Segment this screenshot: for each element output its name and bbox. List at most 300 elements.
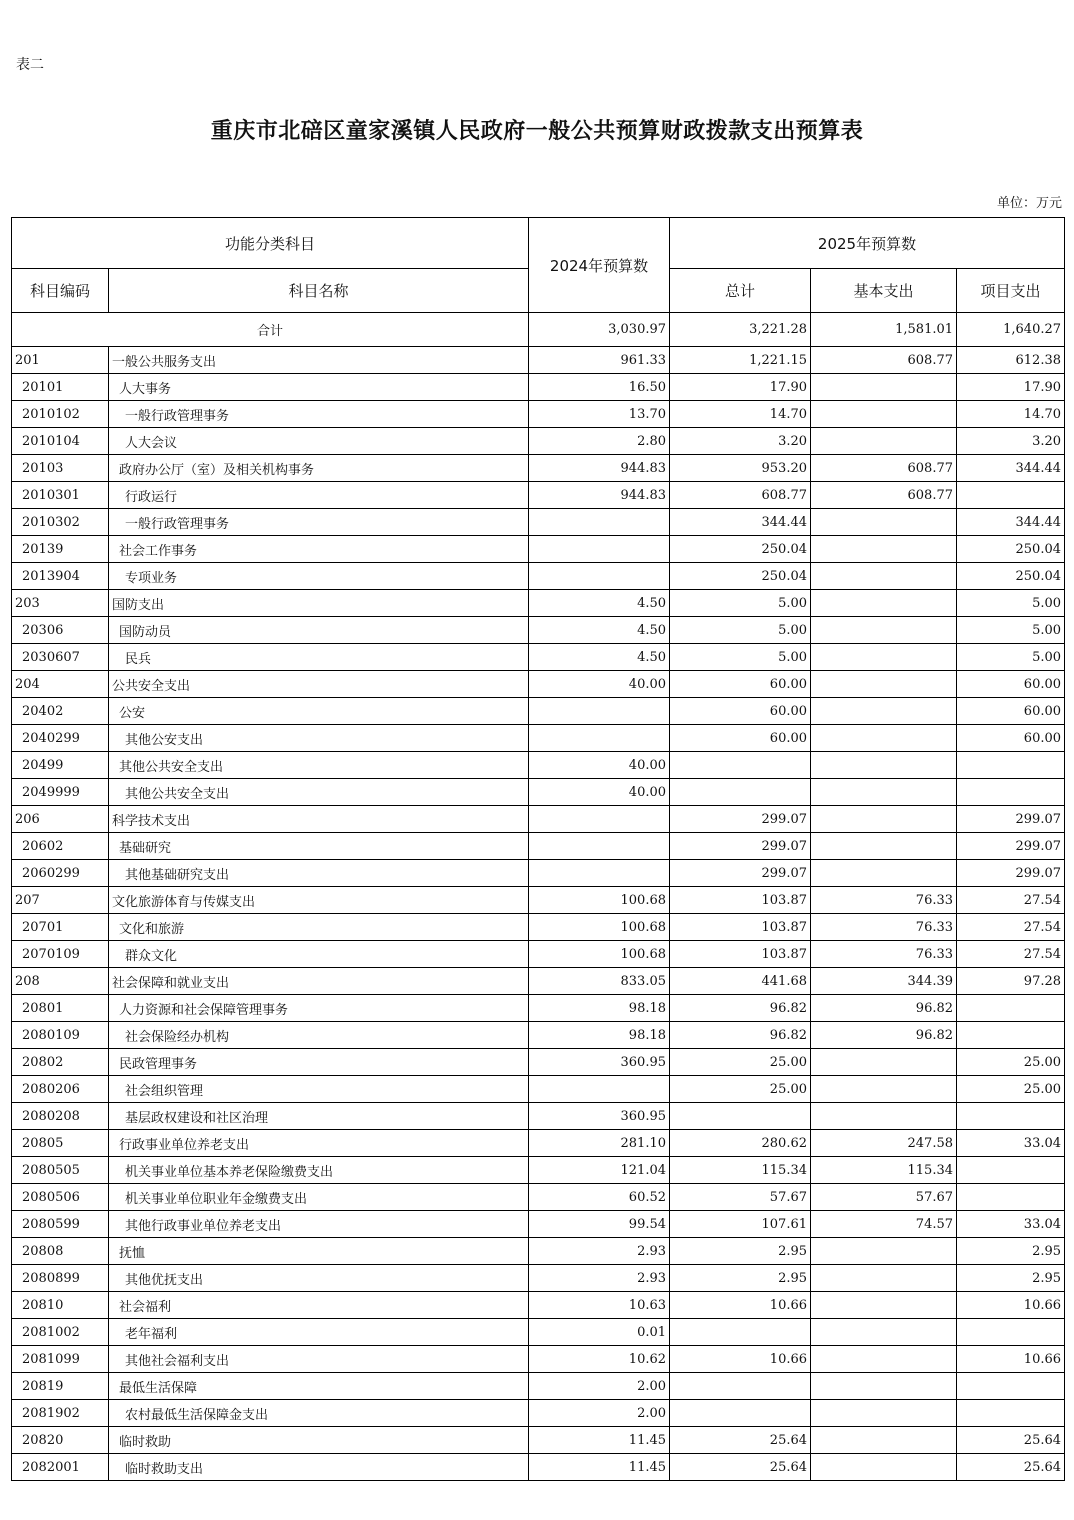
cell-project: 250.04 [957, 536, 1065, 563]
table-row [12, 374, 1065, 401]
cell-name: 国防动员 [109, 617, 529, 644]
cell-code: 20801 [12, 995, 109, 1022]
cell-name: 其他公共安全支出 [109, 779, 529, 806]
cell-name: 其他基础研究支出 [109, 860, 529, 887]
cell-total [670, 779, 811, 806]
cell-code: 2080208 [12, 1103, 109, 1130]
cell-name: 一般公共服务支出 [109, 347, 529, 374]
cell-project: 33.04 [957, 1130, 1065, 1157]
cell-code: 2013904 [12, 563, 109, 590]
cell-basic: 57.67 [811, 1184, 957, 1211]
cell-prev: 99.54 [529, 1211, 670, 1238]
cell-code: 2010302 [12, 509, 109, 536]
cell-total: 103.87 [670, 941, 811, 968]
cell-total: 2.95 [670, 1238, 811, 1265]
cell-basic: 74.57 [811, 1211, 957, 1238]
cell-name: 基层政权建设和社区治理 [109, 1103, 529, 1130]
cell-basic [811, 1373, 957, 1400]
cell-code: 20602 [12, 833, 109, 860]
cell-name: 其他公安支出 [109, 725, 529, 752]
header-curr-budget: 2025年预算数 [670, 218, 1065, 269]
cell-project [957, 1319, 1065, 1346]
cell-project [957, 1157, 1065, 1184]
cell-prev: 360.95 [529, 1049, 670, 1076]
table-body [12, 313, 1065, 1481]
cell-total [670, 1319, 811, 1346]
cell-total: 57.67 [670, 1184, 811, 1211]
cell-basic [811, 1076, 957, 1103]
cell-prev: 360.95 [529, 1103, 670, 1130]
cell-name: 公安 [109, 698, 529, 725]
cell-name: 其他行政事业单位养老支出 [109, 1211, 529, 1238]
cell-name: 社会保险经办机构 [109, 1022, 529, 1049]
cell-prev: 2.00 [529, 1400, 670, 1427]
cell-prev [529, 725, 670, 752]
cell-code: 208 [12, 968, 109, 995]
cell-total: 60.00 [670, 698, 811, 725]
cell-code: 2080505 [12, 1157, 109, 1184]
cell-code: 20810 [12, 1292, 109, 1319]
cell-total: 2.95 [670, 1265, 811, 1292]
cell-basic [811, 1346, 957, 1373]
cell-name: 群众文化 [109, 941, 529, 968]
cell-basic [811, 1454, 957, 1481]
cell-total: 5.00 [670, 590, 811, 617]
cell-name: 基础研究 [109, 833, 529, 860]
cell-project: 2.95 [957, 1238, 1065, 1265]
cell-total: 250.04 [670, 563, 811, 590]
table-row [12, 428, 1065, 455]
cell-name: 临时救助 [109, 1427, 529, 1454]
cell-code: 20820 [12, 1427, 109, 1454]
table-row [12, 644, 1065, 671]
cell-code: 20802 [12, 1049, 109, 1076]
total-label: 合计 [12, 313, 529, 347]
cell-prev: 121.04 [529, 1157, 670, 1184]
cell-basic [811, 374, 957, 401]
cell-prev: 2.93 [529, 1238, 670, 1265]
cell-basic [811, 1400, 957, 1427]
cell-project: 25.64 [957, 1427, 1065, 1454]
table-row [12, 1427, 1065, 1454]
cell-name: 文化旅游体育与传媒支出 [109, 887, 529, 914]
cell-basic: 608.77 [811, 455, 957, 482]
cell-project: 3.20 [957, 428, 1065, 455]
cell-name: 行政运行 [109, 482, 529, 509]
cell-project [957, 752, 1065, 779]
cell-project [957, 1373, 1065, 1400]
table-row [12, 590, 1065, 617]
table-row [12, 725, 1065, 752]
cell-prev: 4.50 [529, 617, 670, 644]
cell-total: 107.61 [670, 1211, 811, 1238]
cell-prev: 11.45 [529, 1454, 670, 1481]
cell-project: 5.00 [957, 644, 1065, 671]
cell-code: 2060299 [12, 860, 109, 887]
table-row [12, 1022, 1065, 1049]
cell-basic [811, 563, 957, 590]
cell-basic [811, 1292, 957, 1319]
cell-basic: 96.82 [811, 995, 957, 1022]
table-row [12, 968, 1065, 995]
cell-project: 60.00 [957, 698, 1065, 725]
cell-project: 10.66 [957, 1346, 1065, 1373]
cell-name: 人大事务 [109, 374, 529, 401]
total-prev: 3,030.97 [529, 313, 670, 347]
cell-code: 20499 [12, 752, 109, 779]
cell-basic [811, 401, 957, 428]
header-code: 科目编码 [12, 269, 109, 313]
cell-total: 953.20 [670, 455, 811, 482]
header-name: 科目名称 [109, 269, 529, 313]
cell-basic [811, 860, 957, 887]
cell-prev: 60.52 [529, 1184, 670, 1211]
cell-name: 老年福利 [109, 1319, 529, 1346]
cell-prev: 100.68 [529, 914, 670, 941]
table-row [12, 995, 1065, 1022]
cell-prev [529, 1076, 670, 1103]
table-row [12, 1400, 1065, 1427]
table-row [12, 1049, 1065, 1076]
header-total: 总计 [670, 269, 811, 313]
cell-prev [529, 563, 670, 590]
cell-name: 文化和旅游 [109, 914, 529, 941]
cell-project: 60.00 [957, 671, 1065, 698]
cell-project: 97.28 [957, 968, 1065, 995]
cell-prev: 100.68 [529, 887, 670, 914]
table-row [12, 860, 1065, 887]
cell-total: 5.00 [670, 617, 811, 644]
cell-total: 441.68 [670, 968, 811, 995]
cell-total: 25.64 [670, 1454, 811, 1481]
cell-total: 103.87 [670, 887, 811, 914]
table-row [12, 455, 1065, 482]
cell-prev: 4.50 [529, 644, 670, 671]
cell-project [957, 482, 1065, 509]
cell-code: 2010301 [12, 482, 109, 509]
cell-name: 社会保障和就业支出 [109, 968, 529, 995]
cell-total: 280.62 [670, 1130, 811, 1157]
table-row [12, 401, 1065, 428]
table-row [12, 1292, 1065, 1319]
cell-project: 10.66 [957, 1292, 1065, 1319]
cell-basic [811, 698, 957, 725]
cell-project: 250.04 [957, 563, 1065, 590]
cell-code: 2081002 [12, 1319, 109, 1346]
table-row [12, 914, 1065, 941]
cell-code: 2040299 [12, 725, 109, 752]
table-row [12, 617, 1065, 644]
header-prev-budget: 2024年预算数 [529, 218, 670, 313]
cell-name: 公共安全支出 [109, 671, 529, 698]
cell-total: 299.07 [670, 806, 811, 833]
cell-project: 27.54 [957, 914, 1065, 941]
cell-prev: 40.00 [529, 779, 670, 806]
table-row [12, 536, 1065, 563]
cell-basic: 76.33 [811, 887, 957, 914]
cell-prev: 2.93 [529, 1265, 670, 1292]
total-row [12, 313, 1065, 347]
cell-code: 20402 [12, 698, 109, 725]
cell-total: 96.82 [670, 1022, 811, 1049]
cell-basic [811, 1238, 957, 1265]
total-basic: 1,581.01 [811, 313, 957, 347]
cell-total [670, 1373, 811, 1400]
cell-basic [811, 671, 957, 698]
cell-name: 人大会议 [109, 428, 529, 455]
cell-basic [811, 644, 957, 671]
cell-code: 204 [12, 671, 109, 698]
cell-prev: 98.18 [529, 995, 670, 1022]
cell-total: 25.64 [670, 1427, 811, 1454]
cell-project [957, 779, 1065, 806]
header-project: 项目支出 [957, 269, 1065, 313]
cell-code: 2082001 [12, 1454, 109, 1481]
cell-code: 2080109 [12, 1022, 109, 1049]
cell-code: 2080506 [12, 1184, 109, 1211]
header-basic: 基本支出 [811, 269, 957, 313]
cell-basic: 115.34 [811, 1157, 957, 1184]
cell-name: 机关事业单位基本养老保险缴费支出 [109, 1157, 529, 1184]
cell-basic [811, 1265, 957, 1292]
cell-total: 25.00 [670, 1049, 811, 1076]
cell-prev [529, 806, 670, 833]
cell-total: 250.04 [670, 536, 811, 563]
cell-project [957, 1400, 1065, 1427]
cell-basic [811, 725, 957, 752]
cell-code: 2010102 [12, 401, 109, 428]
cell-prev: 944.83 [529, 455, 670, 482]
cell-prev: 833.05 [529, 968, 670, 995]
cell-basic [811, 509, 957, 536]
cell-name: 其他社会福利支出 [109, 1346, 529, 1373]
cell-project: 299.07 [957, 806, 1065, 833]
cell-name: 临时救助支出 [109, 1454, 529, 1481]
cell-basic: 608.77 [811, 347, 957, 374]
cell-total: 344.44 [670, 509, 811, 536]
table-row [12, 1157, 1065, 1184]
cell-project [957, 995, 1065, 1022]
table-row [12, 1454, 1065, 1481]
table-row [12, 347, 1065, 374]
cell-total: 115.34 [670, 1157, 811, 1184]
cell-prev [529, 536, 670, 563]
cell-total: 60.00 [670, 725, 811, 752]
cell-basic [811, 1103, 957, 1130]
cell-total: 10.66 [670, 1292, 811, 1319]
cell-project [957, 1184, 1065, 1211]
cell-name: 民政管理事务 [109, 1049, 529, 1076]
unit-label: 单位：万元 [996, 196, 1062, 211]
cell-code: 20819 [12, 1373, 109, 1400]
cell-name: 国防支出 [109, 590, 529, 617]
cell-project: 5.00 [957, 617, 1065, 644]
table-row [12, 671, 1065, 698]
table-row [12, 1346, 1065, 1373]
table-row [12, 1211, 1065, 1238]
cell-code: 20701 [12, 914, 109, 941]
table-row [12, 698, 1065, 725]
cell-basic [811, 752, 957, 779]
cell-basic: 608.77 [811, 482, 957, 509]
cell-total [670, 1103, 811, 1130]
cell-total: 17.90 [670, 374, 811, 401]
cell-prev: 10.63 [529, 1292, 670, 1319]
cell-name: 抚恤 [109, 1238, 529, 1265]
cell-code: 20101 [12, 374, 109, 401]
cell-basic: 76.33 [811, 914, 957, 941]
cell-prev: 40.00 [529, 752, 670, 779]
cell-basic [811, 1427, 957, 1454]
cell-code: 2080899 [12, 1265, 109, 1292]
cell-total [670, 752, 811, 779]
cell-total: 60.00 [670, 671, 811, 698]
cell-name: 其他优抚支出 [109, 1265, 529, 1292]
cell-prev: 281.10 [529, 1130, 670, 1157]
cell-code: 2081099 [12, 1346, 109, 1373]
cell-total: 299.07 [670, 860, 811, 887]
cell-code: 203 [12, 590, 109, 617]
cell-prev: 11.45 [529, 1427, 670, 1454]
cell-name: 一般行政管理事务 [109, 509, 529, 536]
cell-code: 20808 [12, 1238, 109, 1265]
cell-prev: 961.33 [529, 347, 670, 374]
page-title: 重庆市北碚区童家溪镇人民政府一般公共预算财政拨款支出预算表 [210, 118, 864, 144]
cell-name: 最低生活保障 [109, 1373, 529, 1400]
cell-prev [529, 698, 670, 725]
cell-name: 科学技术支出 [109, 806, 529, 833]
cell-total: 299.07 [670, 833, 811, 860]
cell-project [957, 1103, 1065, 1130]
cell-basic: 344.39 [811, 968, 957, 995]
cell-total: 10.66 [670, 1346, 811, 1373]
cell-prev [529, 860, 670, 887]
cell-name: 农村最低生活保障金支出 [109, 1400, 529, 1427]
header-category: 功能分类科目 [12, 218, 529, 269]
cell-basic: 247.58 [811, 1130, 957, 1157]
cell-name: 其他公共安全支出 [109, 752, 529, 779]
cell-name: 机关事业单位职业年金缴费支出 [109, 1184, 529, 1211]
cell-prev: 16.50 [529, 374, 670, 401]
cell-prev: 2.80 [529, 428, 670, 455]
cell-project: 25.00 [957, 1049, 1065, 1076]
cell-code: 20103 [12, 455, 109, 482]
cell-prev [529, 833, 670, 860]
cell-prev: 2.00 [529, 1373, 670, 1400]
table-row [12, 941, 1065, 968]
cell-project: 299.07 [957, 860, 1065, 887]
budget-table [11, 217, 1065, 1481]
table-row [12, 1076, 1065, 1103]
cell-basic [811, 806, 957, 833]
cell-total: 608.77 [670, 482, 811, 509]
cell-code: 20306 [12, 617, 109, 644]
cell-total: 1,221.15 [670, 347, 811, 374]
cell-basic [811, 617, 957, 644]
cell-prev: 40.00 [529, 671, 670, 698]
cell-basic [811, 590, 957, 617]
cell-basic [811, 833, 957, 860]
cell-name: 一般行政管理事务 [109, 401, 529, 428]
table-row [12, 779, 1065, 806]
total-project: 1,640.27 [957, 313, 1065, 347]
cell-name: 民兵 [109, 644, 529, 671]
cell-prev: 4.50 [529, 590, 670, 617]
cell-project: 612.38 [957, 347, 1065, 374]
table-row [12, 806, 1065, 833]
cell-code: 2081902 [12, 1400, 109, 1427]
cell-name: 人力资源和社会保障管理事务 [109, 995, 529, 1022]
sheet-label: 表二 [16, 57, 44, 73]
cell-code: 2070109 [12, 941, 109, 968]
cell-code: 2010104 [12, 428, 109, 455]
cell-total: 25.00 [670, 1076, 811, 1103]
cell-project [957, 1022, 1065, 1049]
table-row [12, 1184, 1065, 1211]
cell-prev: 944.83 [529, 482, 670, 509]
cell-name: 社会工作事务 [109, 536, 529, 563]
table-row [12, 563, 1065, 590]
total-total: 3,221.28 [670, 313, 811, 347]
cell-prev: 10.62 [529, 1346, 670, 1373]
cell-code: 207 [12, 887, 109, 914]
cell-project: 25.00 [957, 1076, 1065, 1103]
cell-project: 5.00 [957, 590, 1065, 617]
cell-code: 201 [12, 347, 109, 374]
cell-prev [529, 509, 670, 536]
table-row [12, 1265, 1065, 1292]
cell-project: 2.95 [957, 1265, 1065, 1292]
cell-code: 20805 [12, 1130, 109, 1157]
cell-basic: 96.82 [811, 1022, 957, 1049]
cell-project: 14.70 [957, 401, 1065, 428]
cell-total [670, 1400, 811, 1427]
cell-name: 社会组织管理 [109, 1076, 529, 1103]
cell-basic [811, 1049, 957, 1076]
table-row [12, 1130, 1065, 1157]
cell-code: 2049999 [12, 779, 109, 806]
cell-code: 2030607 [12, 644, 109, 671]
cell-name: 政府办公厅（室）及相关机构事务 [109, 455, 529, 482]
cell-basic [811, 779, 957, 806]
table-row [12, 482, 1065, 509]
table-row [12, 752, 1065, 779]
table-row [12, 887, 1065, 914]
cell-project: 33.04 [957, 1211, 1065, 1238]
cell-total: 3.20 [670, 428, 811, 455]
table-row [12, 1103, 1065, 1130]
cell-prev: 13.70 [529, 401, 670, 428]
cell-project: 27.54 [957, 941, 1065, 968]
cell-prev: 0.01 [529, 1319, 670, 1346]
cell-prev: 98.18 [529, 1022, 670, 1049]
cell-code: 2080599 [12, 1211, 109, 1238]
cell-code: 20139 [12, 536, 109, 563]
cell-total: 103.87 [670, 914, 811, 941]
table-row [12, 509, 1065, 536]
cell-project: 27.54 [957, 887, 1065, 914]
cell-basic [811, 1319, 957, 1346]
cell-name: 专项业务 [109, 563, 529, 590]
cell-project: 344.44 [957, 509, 1065, 536]
cell-name: 行政事业单位养老支出 [109, 1130, 529, 1157]
cell-total: 96.82 [670, 995, 811, 1022]
cell-project: 60.00 [957, 725, 1065, 752]
cell-basic [811, 536, 957, 563]
cell-code: 2080206 [12, 1076, 109, 1103]
cell-code: 206 [12, 806, 109, 833]
cell-prev: 100.68 [529, 941, 670, 968]
